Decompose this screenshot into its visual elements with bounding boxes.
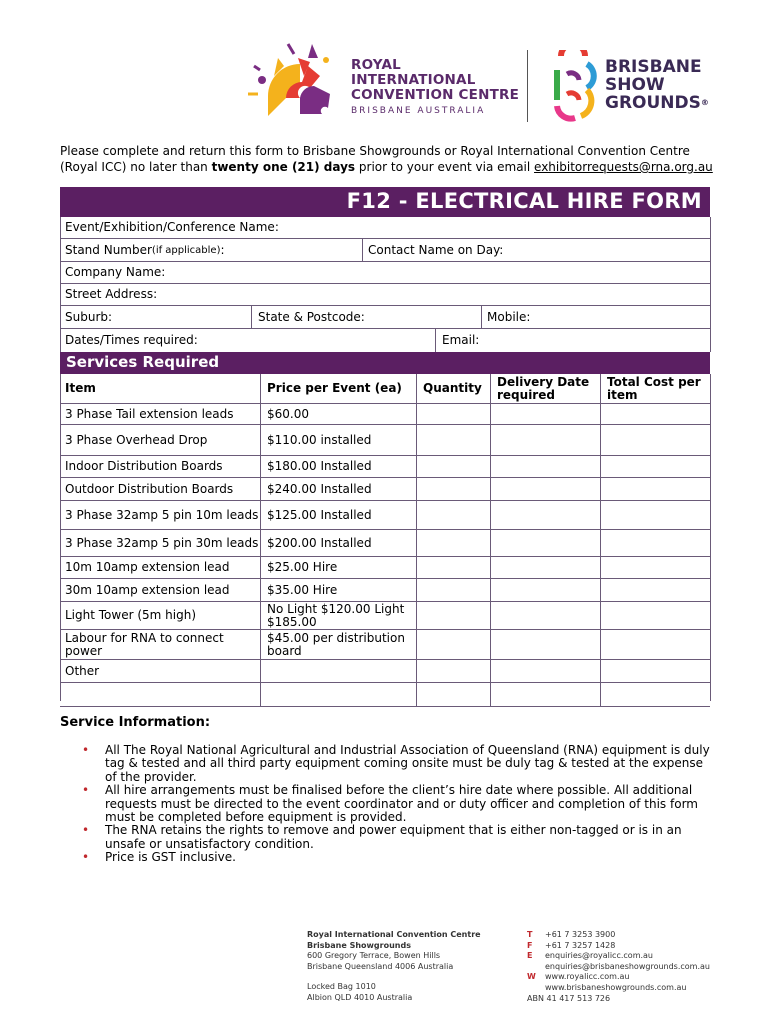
street-address-label: Street Address: — [65, 287, 158, 301]
services-title: Services Required — [66, 353, 220, 371]
service-price: $35.00 Hire — [267, 582, 338, 597]
delivery-date-input[interactable] — [492, 501, 600, 529]
quantity-input[interactable] — [418, 478, 490, 500]
ricc-logo-subtitle: BRISBANE AUSTRALIA — [351, 106, 486, 116]
table-row — [60, 501, 710, 530]
service-item: Labour for RNA to connect power — [65, 630, 224, 658]
service-price: $200.00 Installed — [267, 535, 372, 550]
services-header-row — [60, 374, 710, 404]
service-price — [262, 660, 416, 682]
contact-name-field[interactable]: Contact Name on Day: — [368, 242, 504, 257]
total-cost-input[interactable] — [602, 602, 710, 629]
service-item: Light Tower (5m high) — [65, 608, 197, 622]
street-address-field[interactable] — [60, 284, 710, 306]
service-price: $180.00 Installed — [267, 459, 372, 473]
phone-number[interactable]: +61 7 3253 3900 — [545, 930, 616, 939]
footer-contacts: T +61 7 3253 3900 F +61 7 3257 1428 E enquiries@royalicc.com.au enquiries@brisbaneshowgrounds.com.au W www.royalicc.com.au www.brisbaneshowgrounds.com.au ABN 41 417 513 726 — [527, 930, 710, 1003]
stand-number-field[interactable]: Stand Number (if applicable) : — [65, 242, 225, 257]
event-name-field[interactable] — [60, 217, 710, 239]
form-title: F12 - ELECTRICAL HIRE FORM — [346, 189, 702, 213]
bullet-icon: • — [82, 850, 90, 865]
table-row — [60, 456, 710, 478]
list-item: • All hire arrangements must be finalised before the client’s hire date where possible. All additional requests must be directed to the event coordinator and or duty officer and completion of this form must be completed before equipment is provided. — [82, 783, 698, 825]
service-item: 3 Phase Tail extension leads — [65, 406, 234, 421]
suburb-row — [60, 306, 710, 329]
service-item: Outdoor Distribution Boards — [65, 481, 234, 496]
bullet-icon: • — [82, 743, 90, 757]
quantity-input[interactable] — [418, 501, 490, 529]
table-row — [60, 660, 710, 683]
logo-divider — [527, 50, 528, 122]
service-item: 30m 10amp extension lead — [65, 582, 230, 597]
list-item: • All The Royal National Agricultural and Industrial Association of Queensland (RNA) equipment is duly tag & tested and all third party equipment coming onsite must be duly tag & tested at the expense of the provider. — [82, 743, 710, 784]
total-cost-input[interactable] — [602, 404, 710, 424]
table-row — [60, 425, 710, 456]
abn: ABN 41 417 513 726 — [527, 993, 611, 1003]
email-field[interactable]: Email: — [442, 333, 480, 347]
delivery-date-input[interactable] — [492, 602, 600, 629]
total-cost-input[interactable] — [602, 478, 710, 500]
list-item: • Price is GST inclusive. — [82, 850, 236, 865]
service-item: 10m 10amp extension lead — [65, 560, 230, 574]
bullet-icon: • — [82, 823, 90, 838]
total-cost-input[interactable] — [602, 456, 710, 477]
web-royalicc-link[interactable]: www.royalicc.com.au — [545, 972, 630, 982]
quantity-input[interactable] — [418, 579, 490, 601]
service-price: No Light $120.00 Light $185.00 — [267, 601, 405, 629]
service-item — [60, 683, 260, 706]
service-info-title: Service Information: — [60, 715, 211, 730]
footer-address: Royal International Convention Centre Brisbane Showgrounds 600 Gregory Terrace, Bowen Hills Brisbane Queensland 4006 Australia Locked Bag 1010 Albion QLD 4010 Australia — [307, 930, 481, 1002]
quantity-input[interactable] — [418, 530, 490, 556]
service-item: 3 Phase Overhead Drop — [65, 432, 208, 447]
quantity-input[interactable] — [418, 404, 490, 424]
total-cost-input[interactable] — [602, 530, 710, 556]
table-row — [60, 404, 710, 425]
state-postcode-field[interactable]: State & Postcode: — [258, 309, 365, 324]
table-row — [60, 530, 710, 557]
event-name-label: Event/Exhibition/Conference Name: — [65, 220, 279, 234]
service-price: $110.00 installed — [267, 432, 372, 447]
company-name-label: Company Name: — [65, 265, 166, 279]
fax-number: +61 7 3257 1428 — [545, 940, 616, 950]
quantity-input[interactable] — [418, 602, 490, 629]
email-showgrounds-link[interactable]: enquiries@brisbaneshowgrounds.com.au — [545, 961, 710, 971]
delivery-date-input[interactable] — [492, 456, 600, 477]
intro-paragraph: Please complete and return this form to Brisbane Showgrounds or Royal International Convention Centre (Royal ICC) no later than twenty one (21) days prior to your event via email exhibitorrequests@rna.org.au — [60, 144, 713, 174]
service-item: Indoor Distribution Boards — [65, 459, 223, 473]
delivery-date-input[interactable] — [492, 660, 600, 682]
company-name-field[interactable] — [60, 262, 710, 284]
service-item: Other — [65, 663, 100, 678]
delivery-date-input[interactable] — [492, 478, 600, 500]
list-item: • The RNA retains the rights to remove and power equipment that is either non-tagged or is in an unsafe or unsatisfactory condition. — [82, 823, 682, 851]
stand-contact-row — [60, 239, 710, 262]
total-cost-input[interactable] — [602, 501, 710, 529]
total-cost-input[interactable] — [602, 557, 710, 578]
bullet-icon: • — [82, 783, 90, 798]
table-row — [60, 478, 710, 501]
quantity-input[interactable] — [418, 425, 490, 455]
quantity-input[interactable] — [418, 630, 490, 659]
header-item: Item — [65, 381, 96, 395]
service-price: $240.00 Installed — [267, 481, 372, 496]
total-cost-input[interactable] — [602, 683, 710, 706]
service-item: 3 Phase 32amp 5 pin 30m leads — [65, 535, 259, 550]
delivery-date-input[interactable] — [492, 630, 600, 659]
services-title-bar — [60, 352, 710, 374]
dates-email-row — [60, 329, 710, 352]
delivery-date-input[interactable] — [492, 683, 600, 706]
exhibitor-email-link[interactable]: exhibitorrequests@rna.org.au — [534, 160, 713, 174]
email-royalicc-link[interactable]: enquiries@royalicc.com.au — [545, 951, 653, 961]
total-cost-input[interactable] — [602, 579, 710, 601]
service-price: $45.00 per distribution board — [267, 630, 405, 658]
delivery-date-input[interactable] — [492, 425, 600, 455]
service-price: $125.00 Installed — [267, 507, 372, 522]
service-price: $60.00 — [267, 406, 309, 421]
header-quantity: Quantity — [423, 381, 482, 395]
total-cost-input[interactable] — [602, 630, 710, 659]
service-price: $25.00 Hire — [267, 560, 338, 574]
quantity-input[interactable] — [418, 683, 490, 706]
header-price: Price per Event (ea) — [267, 381, 402, 395]
table-row — [60, 579, 710, 602]
form-title-bar — [60, 187, 710, 217]
delivery-date-input[interactable] — [492, 557, 600, 578]
table-row — [60, 557, 710, 579]
bsg-logo-mark — [551, 50, 601, 122]
table-row — [60, 683, 710, 707]
suburb-field[interactable]: Suburb: — [65, 309, 113, 324]
service-info-list — [82, 744, 712, 865]
service-price — [262, 683, 416, 706]
bsg-logo-text: BRISBANE SHOW GROUNDS® — [605, 57, 709, 113]
mobile-field[interactable]: Mobile: — [487, 309, 531, 324]
ricc-logo-text: ROYAL INTERNATIONAL CONVENTION CENTRE — [351, 57, 520, 103]
dates-times-field[interactable]: Dates/Times required: — [65, 333, 198, 347]
ricc-logo-mark — [238, 36, 338, 122]
quantity-input[interactable] — [418, 557, 490, 578]
header-total: Total Cost per item — [607, 374, 701, 402]
quantity-input[interactable] — [418, 456, 490, 477]
total-cost-input[interactable] — [602, 425, 710, 455]
table-row — [60, 630, 710, 660]
quantity-input[interactable] — [418, 660, 490, 682]
delivery-date-input[interactable] — [492, 404, 600, 424]
header-delivery: Delivery Date required — [497, 374, 590, 402]
service-item: 3 Phase 32amp 5 pin 10m leads — [65, 507, 259, 522]
table-row — [60, 602, 710, 630]
web-showgrounds-link[interactable]: www.brisbaneshowgrounds.com.au — [545, 982, 687, 992]
delivery-date-input[interactable] — [492, 579, 600, 601]
total-cost-input[interactable] — [602, 660, 710, 682]
delivery-date-input[interactable] — [492, 530, 600, 556]
